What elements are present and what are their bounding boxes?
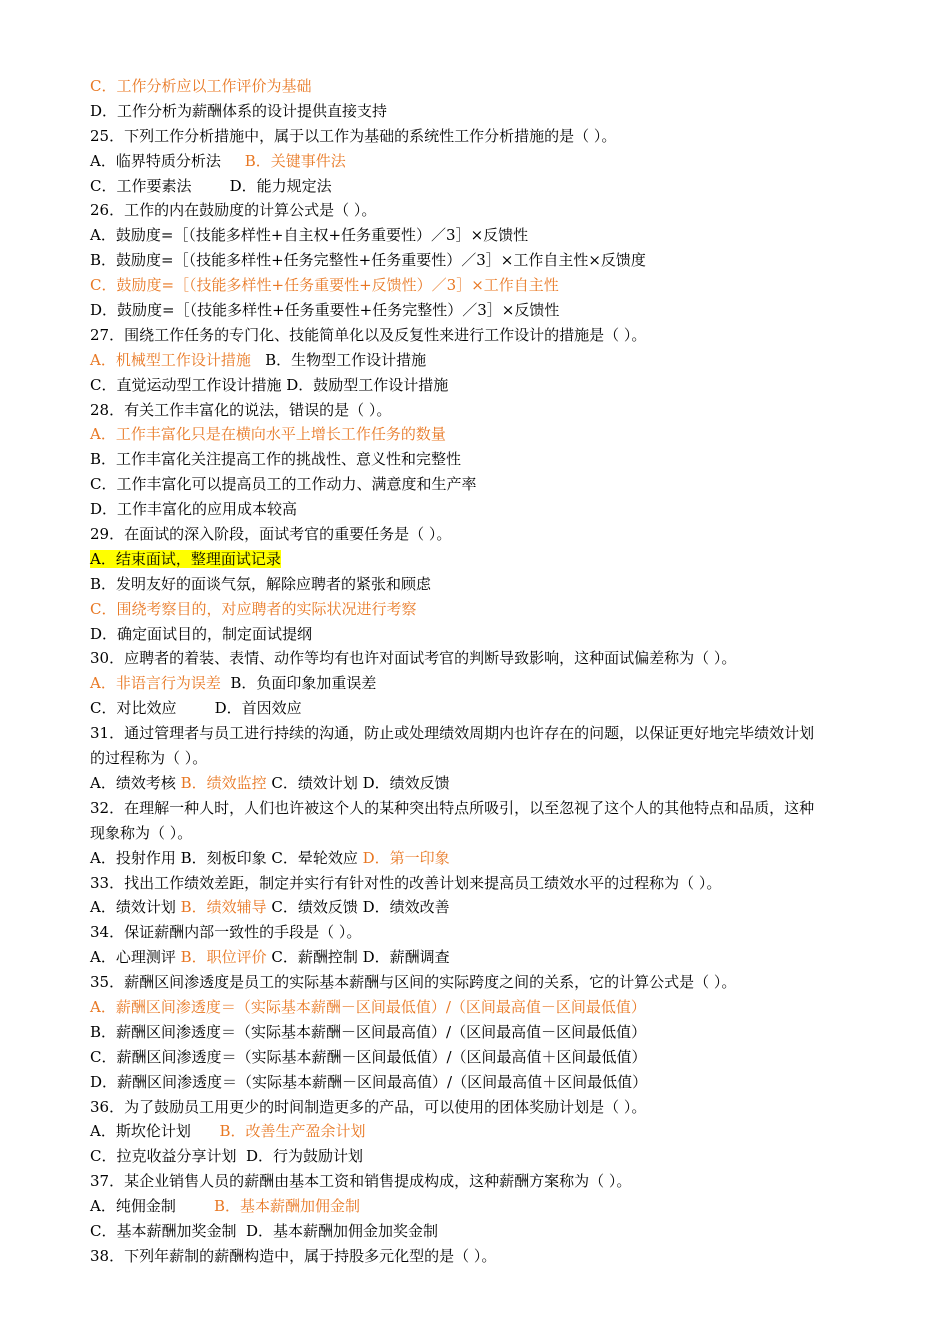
body-text: 34．保证薪酬内部一致性的手段是（ ）。: [90, 923, 362, 942]
body-text: C．薪酬控制 D．薪酬调查: [266, 948, 450, 967]
text-line: [90, 622, 910, 647]
text-line: [90, 273, 910, 298]
text-line: [90, 298, 910, 323]
text-line: [90, 398, 910, 423]
answer-text: B．绩效监控: [180, 773, 267, 792]
body-text: D．鼓励度=［（技能多样性+任务重要性+任务完整性）／3］×反馈性: [90, 301, 560, 320]
text-line: [90, 323, 910, 348]
text-line: [90, 447, 910, 472]
body-text: A．绩效考核: [90, 773, 181, 792]
body-text: C．基本薪酬加奖金制 D．基本薪酬加佣金加奖金制: [90, 1221, 439, 1240]
body-text: B．生物型工作设计措施: [250, 350, 427, 369]
body-text: C．工作要素法 D．能力规定法: [90, 176, 332, 195]
body-text: 28．有关工作丰富化的说法，错误的是（ ）。: [90, 400, 392, 419]
text-line: [90, 1219, 910, 1244]
body-text: D．工作分析为薪酬体系的设计提供直接支持: [90, 101, 388, 120]
body-text: A．心理测评: [90, 948, 181, 967]
text-line: [90, 1045, 910, 1070]
text-line: [90, 771, 910, 796]
answer-text: D．第一印象: [362, 848, 450, 867]
answer-text: A．工作丰富化只是在横向水平上增长工作任务的数量: [90, 425, 446, 444]
text-line: [90, 1169, 910, 1194]
text-line: [90, 198, 910, 223]
text-line: [90, 995, 910, 1020]
text-line: [90, 945, 910, 970]
body-text: C．直觉运动型工作设计措施 D．鼓励型工作设计措施: [90, 375, 449, 394]
document-page: [90, 74, 910, 1269]
body-text: 27．围绕工作任务的专门化、技能简单化以及反复性来进行工作设计的措施是（ ）。: [90, 325, 647, 344]
answer-text: A．机械型工作设计措施: [90, 350, 251, 369]
answer-text: B．关键事件法: [244, 151, 346, 170]
body-text: B．发明友好的面谈气氛，解除应聘者的紧张和顾虑: [90, 574, 432, 593]
text-line: [90, 74, 910, 99]
answer-text: C．工作分析应以工作评价为基础: [90, 77, 312, 95]
body-text: C．绩效反馈 D．绩效改善: [266, 898, 450, 917]
body-text: 现象称为（ ）。: [90, 823, 193, 842]
body-text: A．绩效计划: [90, 898, 181, 917]
body-text: C．拉克收益分享计划 D．行为鼓励计划: [90, 1147, 364, 1166]
body-text: B．负面印象加重误差: [220, 674, 377, 693]
text-line: [90, 970, 910, 995]
text-line: [90, 821, 910, 846]
text-line: [90, 721, 910, 746]
body-text: 26．工作的内在鼓励度的计算公式是（ ）。: [90, 201, 377, 220]
body-text: 25．下列工作分析措施中，属于以工作为基础的系统性工作分析措施的是（ ）。: [90, 126, 617, 145]
body-text: 37．某企业销售人员的薪酬由基本工资和销售提成构成，这种薪酬方案称为（ ）。: [90, 1172, 632, 1191]
body-text: C．对比效应 D．首因效应: [90, 699, 302, 718]
text-line: [90, 124, 910, 149]
text-line: [90, 920, 910, 945]
text-line: [90, 348, 910, 373]
body-text: 31．通过管理者与员工进行持续的沟通，防止或处理绩效周期内也许存在的问题，以保证更好地完毕绩效计划: [90, 724, 815, 743]
body-text: 的过程称为（ ）。: [90, 749, 208, 768]
body-text: C．工作丰富化可以提高员工的工作动力、满意度和生产率: [90, 475, 477, 494]
answer-text: B．职位评价: [180, 948, 267, 967]
text-line: [90, 497, 910, 522]
text-line: [90, 746, 910, 771]
text-line: [90, 796, 910, 821]
body-text: C．薪酬区间渗透度＝（实际基本薪酬－区间最低值）/（区间最高值＋区间最低值）: [90, 1047, 647, 1066]
body-text: A．斯坎伦计划: [90, 1122, 220, 1141]
text-line: [90, 1144, 910, 1169]
body-text: C．绩效计划 D．绩效反馈: [266, 773, 450, 792]
text-line: [90, 1119, 910, 1144]
text-line: [90, 248, 910, 273]
text-line: [90, 597, 910, 622]
text-line: [90, 572, 910, 597]
body-text: 30．应聘者的着装、表情、动作等均有也许对面试考官的判断导致影响，这种面试偏差称为（ ）。: [90, 649, 737, 668]
text-line: [90, 646, 910, 671]
body-text: D．工作丰富化的应用成本较高: [90, 500, 298, 519]
body-text: 32．在理解一种人时，人们也许被这个人的某种突出特点所吸引，以至忽视了这个人的其他特点和品质，这种: [90, 798, 815, 817]
text-line: [90, 522, 910, 547]
text-line: [90, 223, 910, 248]
text-line: [90, 846, 910, 871]
body-text: 29．在面试的深入阶段，面试考官的重要任务是（ ）。: [90, 525, 452, 544]
answer-text: A．薪酬区间渗透度＝（实际基本薪酬－区间最低值）/（区间最高值－区间最低值）: [90, 997, 646, 1016]
text-line: [90, 472, 910, 497]
text-line: [90, 547, 910, 572]
answer-text: A．非语言行为误差: [90, 674, 221, 693]
body-text: B．工作丰富化关注提高工作的挑战性、意义性和完整性: [90, 450, 462, 469]
answer-text: C．围绕考察目的，对应聘者的实际状况进行考察: [90, 599, 417, 618]
text-line: [90, 149, 910, 174]
text-line: [90, 373, 910, 398]
body-text: A．鼓励度=［（技能多样性+自主权+任务重要性）／3］×反馈性: [90, 226, 529, 245]
text-line: [90, 422, 910, 447]
text-line: [90, 871, 910, 896]
answer-text: C．鼓励度=［（技能多样性+任务重要性+反馈性）／3］×工作自主性: [90, 276, 559, 295]
body-text: A．投射作用 B．刻板印象 C．晕轮效应: [90, 848, 363, 867]
text-line: [90, 895, 910, 920]
text-line: [90, 671, 910, 696]
answer-text: B．改善生产盈余计划: [219, 1122, 366, 1141]
body-text: 35．薪酬区间渗透度是员工的实际基本薪酬与区间的实际跨度之间的关系，它的计算公式是（ ）。: [90, 973, 737, 992]
text-line: [90, 99, 910, 124]
body-text: D．确定面试目的，制定面试提纲: [90, 624, 313, 643]
body-text: 38．下列年薪制的薪酬构造中，属于持股多元化型的是（ ）。: [90, 1246, 497, 1265]
highlighted-text: A．结束面试，整理面试记录: [90, 549, 281, 568]
text-line: [90, 696, 910, 721]
body-text: B．薪酬区间渗透度＝（实际基本薪酬－区间最高值）/（区间最高值－区间最低值）: [90, 1022, 647, 1041]
text-line: [90, 174, 910, 199]
body-text: A．临界特质分析法: [90, 151, 245, 170]
text-line: [90, 1070, 910, 1095]
answer-text: B．基本薪酬加佣金制: [213, 1197, 361, 1216]
body-text: 36．为了鼓励员工用更少的时间制造更多的产品，可以使用的团体奖励计划是（ ）。: [90, 1097, 647, 1116]
body-text: 33．找出工作绩效差距，制定并实行有针对性的改善计划来提高员工绩效水平的过程称为（ ）。: [90, 873, 722, 892]
body-text: B．鼓励度=［（技能多样性+任务完整性+任务重要性）／3］×工作自主性×反馈度: [90, 251, 646, 270]
text-line: [90, 1020, 910, 1045]
text-line: [90, 1244, 910, 1269]
text-line: [90, 1095, 910, 1120]
text-line: [90, 1194, 910, 1219]
answer-text: B．绩效辅导: [180, 898, 267, 917]
body-text: D．薪酬区间渗透度＝（实际基本薪酬－区间最高值）/（区间最高值＋区间最低值）: [90, 1072, 648, 1091]
body-text: A．纯佣金制: [90, 1197, 214, 1216]
